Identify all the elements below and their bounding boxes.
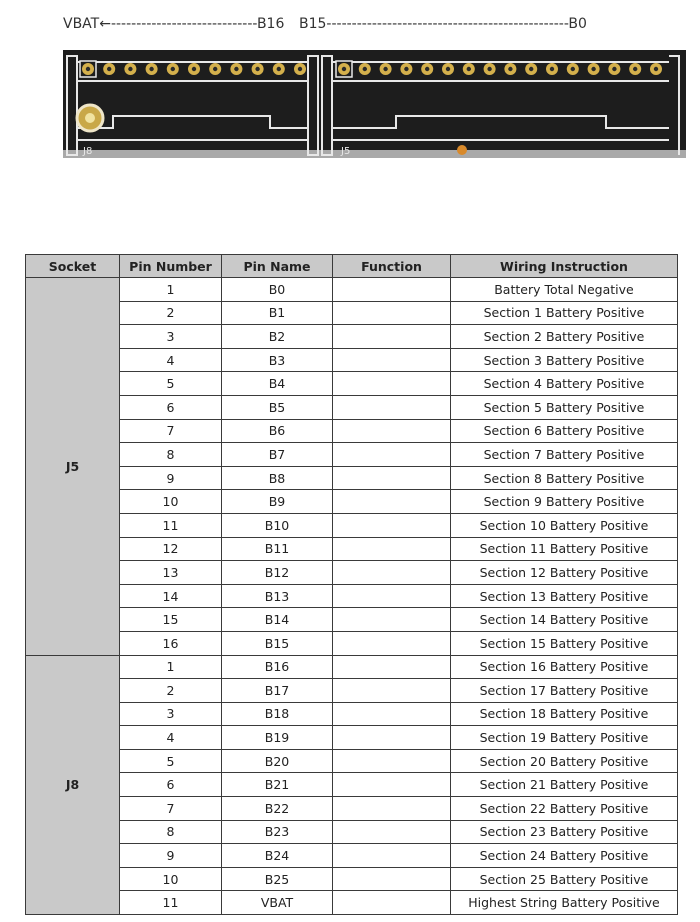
pin-name-cell: B7 <box>222 443 333 467</box>
function-cell <box>333 584 451 608</box>
pin-number-cell: 6 <box>120 395 222 419</box>
pin-name-cell: B4 <box>222 372 333 396</box>
pin-hole <box>425 67 429 71</box>
pin-name-cell: B6 <box>222 419 333 443</box>
table-row <box>26 726 678 750</box>
pin-number-cell: 5 <box>120 749 222 773</box>
pin-number-cell: 8 <box>120 820 222 844</box>
pin-number-cell: 2 <box>120 679 222 703</box>
wiring-instruction-cell: Section 10 Battery Positive <box>451 513 678 537</box>
table-row <box>26 513 678 537</box>
table-row <box>26 537 678 561</box>
pin-number-cell: 14 <box>120 584 222 608</box>
pin-number-cell: 13 <box>120 561 222 585</box>
orange-marker-dot <box>457 145 467 155</box>
wiring-instruction-cell: Section 21 Battery Positive <box>451 773 678 797</box>
function-cell <box>333 278 451 302</box>
table-row <box>26 372 678 396</box>
pin-name-cell: B10 <box>222 513 333 537</box>
function-cell <box>333 631 451 655</box>
wiring-instruction-cell: Section 8 Battery Positive <box>451 466 678 490</box>
pin-name-cell: B16 <box>222 655 333 679</box>
function-cell <box>333 490 451 514</box>
pin-name-cell: B17 <box>222 679 333 703</box>
pin-hole <box>654 67 658 71</box>
wiring-instruction-cell: Section 14 Battery Positive <box>451 608 678 632</box>
pin-hole <box>529 67 533 71</box>
pin-name-cell: B25 <box>222 867 333 891</box>
pin-hole <box>213 67 217 71</box>
pin-hole <box>550 67 554 71</box>
wiring-instruction-cell: Section 4 Battery Positive <box>451 372 678 396</box>
function-cell <box>333 443 451 467</box>
table-row <box>26 679 678 703</box>
table-row <box>26 749 678 773</box>
function-cell <box>333 797 451 821</box>
table-row <box>26 584 678 608</box>
pin-number-cell: 10 <box>120 490 222 514</box>
wiring-instruction-cell: Section 24 Battery Positive <box>451 844 678 868</box>
socket-cell: J8 <box>26 655 120 915</box>
j5-silkscreen-label: J5 <box>341 146 351 157</box>
table-row <box>26 395 678 419</box>
function-cell <box>333 891 451 915</box>
wiring-instruction-cell: Section 1 Battery Positive <box>451 301 678 325</box>
left-connector-range-label: VBAT←-----------------------------B16 <box>63 16 285 32</box>
wiring-instruction-cell: Section 23 Battery Positive <box>451 820 678 844</box>
pin-number-cell: 3 <box>120 325 222 349</box>
wiring-instruction-cell: Section 11 Battery Positive <box>451 537 678 561</box>
table-row <box>26 561 678 585</box>
pin-number-cell: 1 <box>120 655 222 679</box>
pin-definition-table <box>25 254 678 915</box>
pin-name-cell: B22 <box>222 797 333 821</box>
pin-hole <box>591 67 595 71</box>
pin-hole <box>277 67 281 71</box>
pin-number-cell: 15 <box>120 608 222 632</box>
pin-number-cell: 5 <box>120 372 222 396</box>
pcb-connector-diagram <box>63 50 686 158</box>
pin-hole <box>571 67 575 71</box>
table-row <box>26 278 678 302</box>
pin-number-cell: 7 <box>120 797 222 821</box>
pin-name-cell: B19 <box>222 726 333 750</box>
table-row <box>26 797 678 821</box>
pin-hole <box>404 67 408 71</box>
pin-name-cell: B20 <box>222 749 333 773</box>
function-cell <box>333 679 451 703</box>
table-row <box>26 631 678 655</box>
header-pin-name: Pin Name <box>222 255 333 278</box>
table-row <box>26 891 678 915</box>
pin-name-cell: B11 <box>222 537 333 561</box>
table-row <box>26 443 678 467</box>
wiring-instruction-cell: Section 2 Battery Positive <box>451 325 678 349</box>
pin-name-cell: B5 <box>222 395 333 419</box>
pin-name-cell: B9 <box>222 490 333 514</box>
wiring-instruction-cell: Battery Total Negative <box>451 278 678 302</box>
function-cell <box>333 702 451 726</box>
function-cell <box>333 844 451 868</box>
function-cell <box>333 561 451 585</box>
pcb-bottom-edge <box>63 150 686 158</box>
pin-name-cell: B2 <box>222 325 333 349</box>
function-cell <box>333 301 451 325</box>
table-row <box>26 608 678 632</box>
table-row <box>26 773 678 797</box>
pin-name-cell: B12 <box>222 561 333 585</box>
wiring-instruction-cell: Highest String Battery Positive <box>451 891 678 915</box>
battery-terminal-center <box>85 113 95 123</box>
pin-number-cell: 6 <box>120 773 222 797</box>
pin-number-cell: 3 <box>120 702 222 726</box>
function-cell <box>333 820 451 844</box>
pin-name-cell: B18 <box>222 702 333 726</box>
header-wiring-instruction: Wiring Instruction <box>451 255 678 278</box>
pin-hole <box>383 67 387 71</box>
wiring-instruction-cell: Section 5 Battery Positive <box>451 395 678 419</box>
function-cell <box>333 372 451 396</box>
function-cell <box>333 325 451 349</box>
wiring-instruction-cell: Section 7 Battery Positive <box>451 443 678 467</box>
table-row <box>26 655 678 679</box>
function-cell <box>333 537 451 561</box>
pin-hole <box>633 67 637 71</box>
pin-number-cell: 7 <box>120 419 222 443</box>
pin-hole <box>171 67 175 71</box>
wiring-instruction-cell: Section 25 Battery Positive <box>451 867 678 891</box>
pin-hole <box>508 67 512 71</box>
pin-name-cell: B3 <box>222 348 333 372</box>
wiring-instruction-cell: Section 22 Battery Positive <box>451 797 678 821</box>
pin-hole <box>255 67 259 71</box>
pin-hole <box>86 67 90 71</box>
wiring-instruction-cell: Section 12 Battery Positive <box>451 561 678 585</box>
pin-name-cell: B21 <box>222 773 333 797</box>
table-row <box>26 301 678 325</box>
pin-name-cell: B14 <box>222 608 333 632</box>
function-cell <box>333 466 451 490</box>
table-row <box>26 820 678 844</box>
pin-name-cell: B1 <box>222 301 333 325</box>
wiring-instruction-cell: Section 18 Battery Positive <box>451 702 678 726</box>
pin-hole <box>467 67 471 71</box>
pin-number-cell: 11 <box>120 891 222 915</box>
pin-name-cell: VBAT <box>222 891 333 915</box>
wiring-instruction-cell: Section 16 Battery Positive <box>451 655 678 679</box>
header-socket: Socket <box>26 255 120 278</box>
pin-number-cell: 2 <box>120 301 222 325</box>
wiring-instruction-cell: Section 6 Battery Positive <box>451 419 678 443</box>
pin-number-cell: 4 <box>120 348 222 372</box>
pin-name-cell: B0 <box>222 278 333 302</box>
pin-number-cell: 1 <box>120 278 222 302</box>
table-row <box>26 466 678 490</box>
function-cell <box>333 348 451 372</box>
pin-hole <box>342 67 346 71</box>
pin-hole <box>446 67 450 71</box>
table-row <box>26 844 678 868</box>
pin-name-cell: B23 <box>222 820 333 844</box>
table-header-row <box>26 255 678 278</box>
pin-hole <box>363 67 367 71</box>
table-row <box>26 702 678 726</box>
pin-number-cell: 8 <box>120 443 222 467</box>
pin-number-cell: 9 <box>120 466 222 490</box>
right-connector-range-label: B15------------------------------------------------B0 <box>299 16 587 32</box>
table-row <box>26 325 678 349</box>
wiring-instruction-cell: Section 17 Battery Positive <box>451 679 678 703</box>
function-cell <box>333 655 451 679</box>
pin-number-cell: 12 <box>120 537 222 561</box>
pin-name-cell: B15 <box>222 631 333 655</box>
pin-name-cell: B8 <box>222 466 333 490</box>
pin-name-cell: B24 <box>222 844 333 868</box>
table-row <box>26 490 678 514</box>
j8-silkscreen-label: J8 <box>83 146 93 157</box>
function-cell <box>333 419 451 443</box>
wiring-instruction-cell: Section 19 Battery Positive <box>451 726 678 750</box>
pin-hole <box>487 67 491 71</box>
header-function: Function <box>333 255 451 278</box>
function-cell <box>333 749 451 773</box>
pin-hole <box>612 67 616 71</box>
wiring-instruction-cell: Section 20 Battery Positive <box>451 749 678 773</box>
header-pin-number: Pin Number <box>120 255 222 278</box>
table-row <box>26 867 678 891</box>
wiring-instruction-cell: Section 15 Battery Positive <box>451 631 678 655</box>
pin-hole <box>107 67 111 71</box>
pin-number-cell: 4 <box>120 726 222 750</box>
pin-hole <box>128 67 132 71</box>
pin-number-cell: 10 <box>120 867 222 891</box>
function-cell <box>333 395 451 419</box>
wiring-instruction-cell: Section 9 Battery Positive <box>451 490 678 514</box>
function-cell <box>333 773 451 797</box>
pin-number-cell: 9 <box>120 844 222 868</box>
function-cell <box>333 513 451 537</box>
pin-hole <box>149 67 153 71</box>
socket-cell: J5 <box>26 278 120 656</box>
pin-number-cell: 11 <box>120 513 222 537</box>
wiring-instruction-cell: Section 3 Battery Positive <box>451 348 678 372</box>
function-cell <box>333 867 451 891</box>
pin-hole <box>298 67 302 71</box>
function-cell <box>333 726 451 750</box>
function-cell <box>333 608 451 632</box>
table-row <box>26 419 678 443</box>
pin-hole <box>192 67 196 71</box>
pin-hole <box>234 67 238 71</box>
pin-name-cell: B13 <box>222 584 333 608</box>
table-row <box>26 348 678 372</box>
pin-number-cell: 16 <box>120 631 222 655</box>
wiring-instruction-cell: Section 13 Battery Positive <box>451 584 678 608</box>
